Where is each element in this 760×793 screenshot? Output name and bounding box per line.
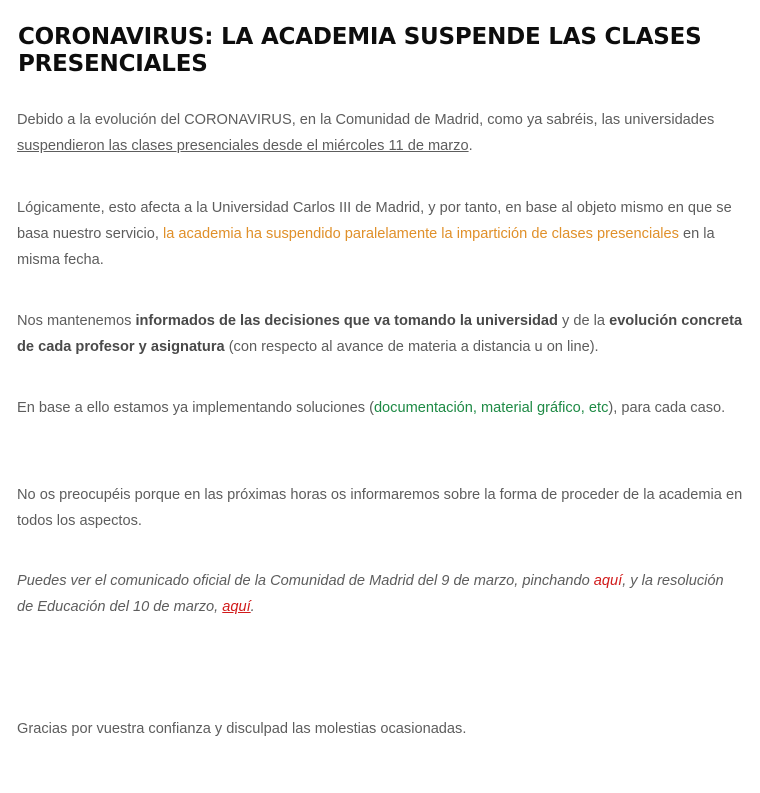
paragraph-informed (17, 308, 743, 360)
paragraph-official-notice (17, 568, 743, 620)
paragraph-uc3m (17, 195, 743, 273)
bold-text: informados de las decisiones que va tomando la universidad (135, 313, 558, 329)
bold-text: evolución concreta de cada profesor y asignatura (17, 313, 743, 355)
paragraph-middle: y de la (557, 313, 610, 329)
paragraph-text: Puedes ver el comunicado oficial de la Comunidad de Madrid del 9 de marzo, pinchando (17, 573, 594, 589)
paragraph-end: ), para cada caso. (608, 400, 726, 416)
highlight-text: documentación, material gráfico, etc (373, 400, 609, 416)
underlined-text: suspendieron las clases presenciales desde el miércoles 11 de marzo (17, 138, 469, 154)
paragraph-end: (con respecto al avance de materia a distancia u on line). (224, 339, 599, 355)
link-comunicado[interactable]: aquí (593, 573, 623, 589)
paragraph-text: Debido a la evolución del CORONAVIRUS, en la Comunidad de Madrid, como ya sabréis, las universidades (17, 112, 715, 128)
article-title: CORONAVIRUS: LA ACADEMIA SUSPENDE LAS CLASES PRESENCIALES (18, 24, 702, 77)
paragraph-solutions (17, 395, 743, 421)
highlight-text: la academia ha suspendido paralelamente la impartición de clases presenciales (163, 226, 679, 242)
paragraph-text: Nos mantenemos (17, 313, 136, 329)
link-resolucion[interactable]: aquí (222, 599, 251, 615)
paragraph-text: En base a ello estamos ya implementando soluciones ( (17, 400, 374, 416)
paragraph-reassurance: No os preocupéis porque en las próximas horas os informaremos sobre la forma de proceder de la academia en todos los aspectos. (17, 487, 743, 529)
paragraph-thanks: Gracias por vuestra confianza y disculpad las molestias ocasionadas. (17, 721, 467, 737)
paragraph-text: Lógicamente, esto afecta a la Universidad Carlos III de Madrid, y por tanto, en base al objeto mismo en que se basa nuestro servicio, (17, 200, 732, 242)
paragraph-end: . (468, 138, 473, 154)
paragraph-suspension (17, 107, 743, 159)
paragraph-end: en la misma fecha. (17, 226, 715, 268)
paragraph-middle: , y la resolución de Educación del 10 de marzo, (17, 573, 724, 615)
paragraph-end: . (250, 599, 255, 615)
